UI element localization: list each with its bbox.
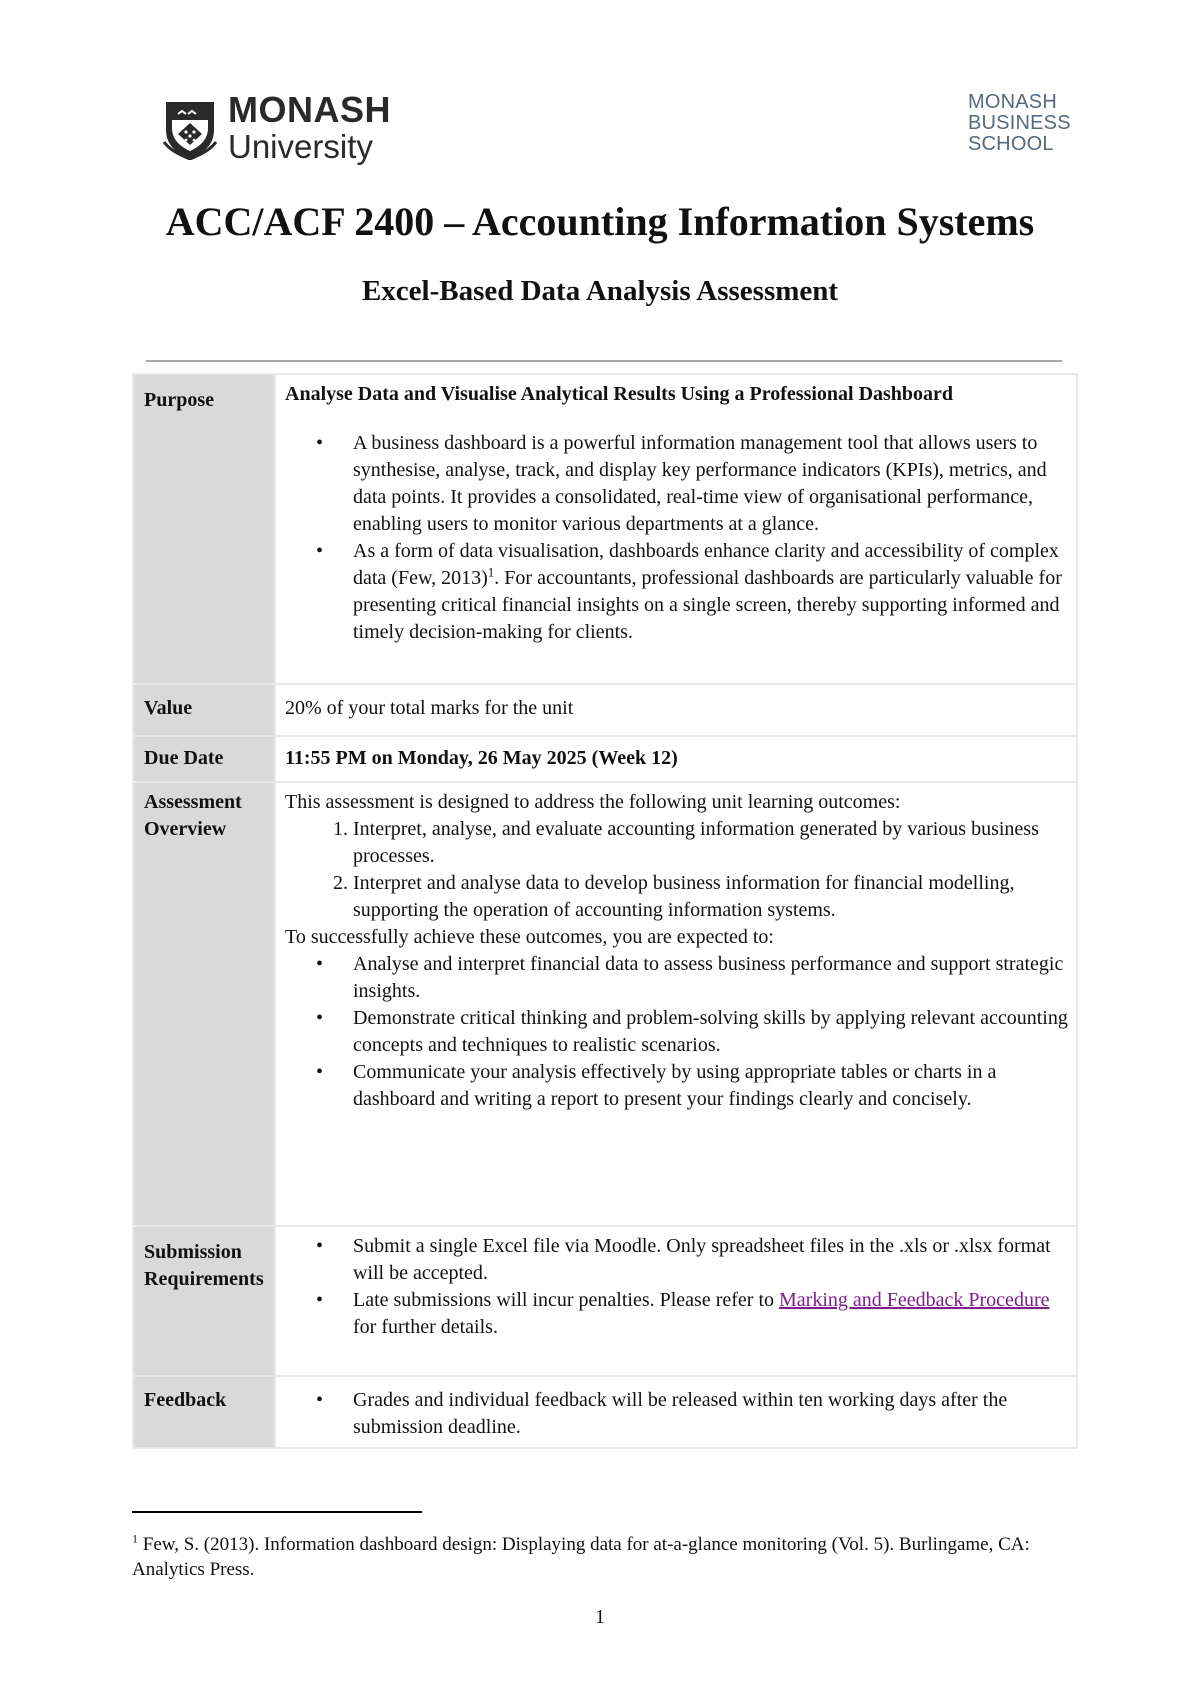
list-item: 1. Interpret, analyse, and evaluate accounting information generated by various business processes. [353,816,1072,870]
document-subtitle: Excel-Based Data Analysis Assessment [361,275,839,307]
expectations-list [285,951,1072,1113]
bullet-text: As a form of data visualisation, dashboards enhance clarity and accessibility of complex data (Few, 2013) [353,540,1059,589]
row-label: Feedback [133,1376,275,1448]
monash-university-logo [162,89,391,165]
page-number: 1 [595,1606,605,1628]
logo-text-monash: MONASH [228,89,391,130]
submission-bullets [285,1233,1072,1341]
list-item: • Grades and individual feedback will be released within ten working days after the submission deadline. [353,1387,1072,1441]
learning-outcomes-list [285,816,1072,924]
feedback-bullets [285,1387,1072,1441]
footnote-separator [132,1511,422,1513]
document-title: ACC/ACF 2400 – Accounting Information Systems [165,199,1035,244]
list-item [353,538,1072,646]
assessment-info-table [132,373,1078,1449]
due-date-text: 11:55 PM on Monday, 26 May 2025 (Week 12) [275,736,1077,782]
list-item: • Submit a single Excel file via Moodle. Only spreadsheet files in the .xls or .xlsx format will be accepted. [353,1233,1072,1287]
row-label: Value [133,684,275,736]
monash-crest-icon [162,96,218,160]
list-item: • Demonstrate critical thinking and problem-solving skills by applying relevant accounting concepts and techniques to realistic scenarios. [353,1005,1072,1059]
bullet-text: Late submissions will incur penalties. Please refer to [353,1289,780,1311]
list-item: • A business dashboard is a powerful information management tool that allows users to synthesise, analyse, track, and display key performance indicators (KPIs), metrics, and data points. It provides a consolidated, real-time view of organisational performance, enabling users to monitor various departments at a glance. [353,430,1072,538]
list-item: 2. Interpret and analyse data to develop business information for financial modelling, supporting the operation of accounting information systems. [353,870,1072,924]
overview-content [275,782,1077,1226]
marking-feedback-procedure-link[interactable]: Marking and Feedback Procedure [779,1289,1050,1311]
table-row-value [133,684,1077,736]
logo-line-3: SCHOOL [968,133,1054,155]
submission-content [275,1226,1077,1376]
title-divider [146,360,1062,362]
bullet-text: . For accountants, professional dashboards are particularly valuable for presenting critical financial insights on a single screen, thereby supporting informed and timely decision-making for clients. [353,567,1062,643]
row-label: Assessment Overview [133,782,275,1226]
table-row-due-date [133,736,1077,782]
expectations-intro: To successfully achieve these outcomes, you are expected to: [285,926,774,948]
purpose-bullets [285,430,1072,646]
list-item [353,1287,1072,1341]
row-label: Due Date [133,736,275,782]
row-label: Purpose [133,374,275,684]
bullet-text: for further details. [353,1316,498,1338]
overview-intro: This assessment is designed to address the following unit learning outcomes: [285,791,901,813]
logo-line-2: BUSINESS [968,112,1071,134]
footnote-text: Few, S. (2013). Information dashboard design: Displaying data for at-a-glance monitoring (Vol. 5). Burlingame, CA: Analytics Press. [132,1534,1030,1580]
purpose-heading: Analyse Data and Visualise Analytical Results Using a Professional Dashboard [285,383,954,405]
value-text: 20% of your total marks for the unit [275,684,1077,736]
list-item: • Analyse and interpret financial data to assess business performance and support strategic insights. [353,951,1072,1005]
monash-business-school-logo [968,92,1071,155]
list-item: • Communicate your analysis effectively by using appropriate tables or charts in a dashboard and writing a report to present your findings clearly and concisely. [353,1059,1072,1113]
table-row-feedback [133,1376,1077,1448]
footnote [132,1532,1082,1582]
footnote-reference[interactable]: 1 [487,564,495,580]
table-row-submission-requirements [133,1226,1077,1376]
logo-text-university: University [228,128,373,165]
table-row-purpose [133,374,1077,684]
table-row-assessment-overview [133,782,1077,1226]
purpose-content [275,374,1077,684]
feedback-content [275,1376,1077,1448]
footnote-marker: 1 [132,1531,138,1546]
logo-line-1: MONASH [968,91,1057,113]
row-label: Submission Requirements [133,1226,275,1376]
